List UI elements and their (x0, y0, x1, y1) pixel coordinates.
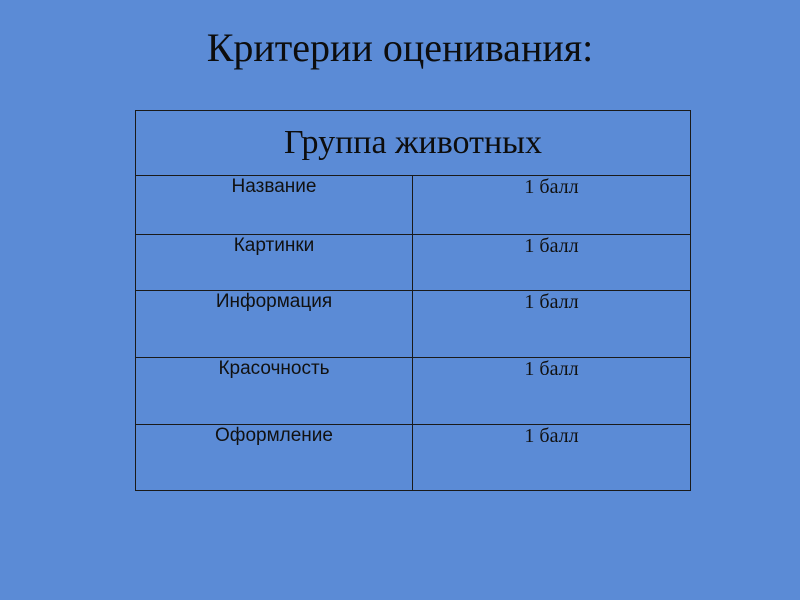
table-row (136, 425, 691, 491)
criterion-cell: Название (136, 176, 413, 235)
table-row (136, 358, 691, 425)
criterion-cell: Оформление (136, 425, 413, 491)
criterion-cell: Информация (136, 291, 413, 358)
score-cell: 1 балл (413, 358, 691, 425)
score-cell: 1 балл (413, 291, 691, 358)
score-cell: 1 балл (413, 425, 691, 491)
table-header-row (136, 111, 691, 176)
criteria-table (135, 110, 691, 491)
score-cell: 1 балл (413, 235, 691, 291)
score-cell: 1 балл (413, 176, 691, 235)
criterion-cell: Картинки (136, 235, 413, 291)
table-header: Группа животных (136, 111, 691, 176)
table-row (136, 235, 691, 291)
table-row (136, 291, 691, 358)
table-row (136, 176, 691, 235)
criterion-cell: Красочность (136, 358, 413, 425)
slide-title: Критерии оценивания: (206, 25, 594, 70)
